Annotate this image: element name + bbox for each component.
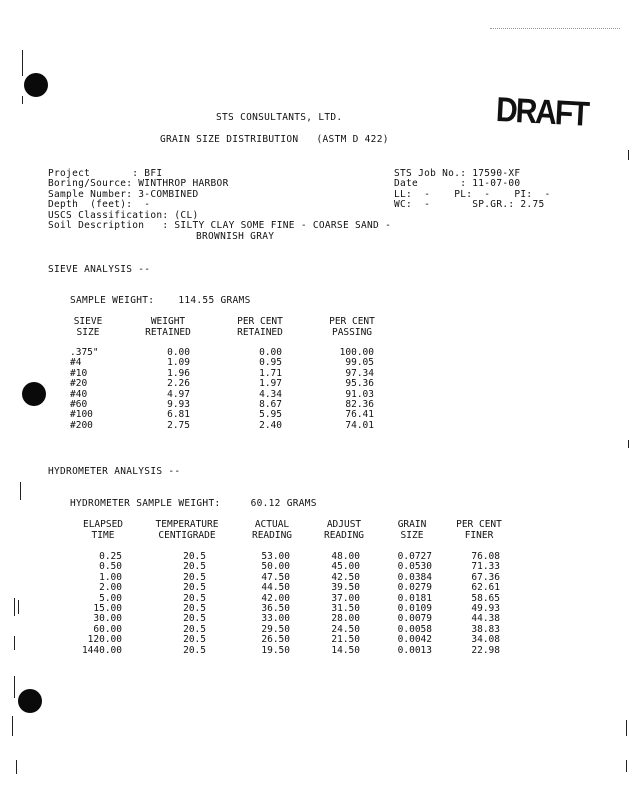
table-cell: 2.40 [259, 419, 282, 431]
table-cell: 44.50 [261, 582, 290, 594]
table-cell: 58.65 [471, 592, 500, 604]
scan-margin-mark [14, 598, 15, 616]
table-cell: 31.50 [331, 602, 360, 614]
table-cell: 19.50 [261, 644, 290, 656]
table-cell: 42.00 [261, 592, 290, 604]
table-cell: 20.5 [183, 602, 206, 614]
sieve-pct-passing-column [318, 348, 374, 431]
table-cell: 5.00 [99, 592, 122, 604]
report-title: GRAIN SIZE DISTRIBUTION (ASTM D 422) [160, 134, 389, 145]
hydro-header-temperature [144, 519, 230, 541]
sieve-sample-weight: SAMPLE WEIGHT: 114.55 GRAMS [70, 295, 251, 306]
soil-description-continued: BROWNISH GRAY [196, 231, 275, 242]
sieve-section-title: SIEVE ANALYSIS -- [48, 264, 151, 275]
scan-margin-mark [628, 150, 629, 160]
table-cell: 28.00 [331, 613, 360, 625]
sample-number-line: Sample Number: 3-COMBINED [48, 189, 199, 200]
table-cell: 120.00 [87, 634, 122, 646]
job-number-line: STS Job No.: 17590-XF [394, 168, 521, 179]
table-cell: 71.33 [471, 561, 500, 573]
sieve-pct-retained-column [230, 348, 282, 431]
table-cell: 9.93 [167, 398, 190, 410]
project-line: Project : BFI [48, 168, 163, 179]
table-cell: 1.97 [259, 378, 282, 390]
soil-description-line: Soil Description : SILTY CLAY SOME FINE - COARSE SAND - [48, 220, 392, 231]
boring-source-line: Boring/Source: WINTHROP HARBOR [48, 178, 229, 189]
header-line: ADJUST [326, 519, 362, 530]
table-cell: 33.00 [261, 613, 290, 625]
table-cell: 20.5 [183, 592, 206, 604]
scan-margin-mark [20, 482, 21, 500]
draft-stamp: DRAFT [495, 91, 589, 134]
scan-margin-mark [626, 760, 627, 772]
sieve-weight-column [140, 348, 190, 431]
table-cell: 34.08 [471, 634, 500, 646]
header-line: GRAIN [397, 519, 427, 530]
table-cell: 2.75 [167, 419, 190, 431]
table-cell: 0.0109 [397, 602, 432, 614]
table-cell: 1.71 [259, 367, 282, 379]
table-cell: 42.50 [331, 571, 360, 583]
hydrometer-section-title: HYDROMETER ANALYSIS -- [48, 466, 181, 477]
punch-hole-bottom [18, 689, 42, 713]
date-line: Date : 11-07-00 [394, 178, 521, 189]
table-cell: .375" [70, 347, 99, 358]
table-cell: 1.09 [167, 357, 190, 369]
header-line: TEMPERATURE [155, 519, 219, 530]
table-cell: 45.00 [331, 561, 360, 573]
table-cell: 36.50 [261, 602, 290, 614]
scan-margin-mark [22, 50, 23, 76]
header-line: SIEVE [73, 316, 103, 327]
table-cell: 0.0042 [397, 634, 432, 646]
table-cell: 15.00 [93, 602, 122, 614]
table-cell: 24.50 [331, 623, 360, 635]
table-cell: 49.93 [471, 602, 500, 614]
header-line: RETAINED [237, 327, 283, 338]
sieve-header-pct-retained [226, 316, 294, 338]
table-cell: 97.34 [345, 367, 374, 379]
table-cell: 0.0058 [397, 623, 432, 635]
table-cell: 1.00 [99, 571, 122, 583]
table-cell: 14.50 [331, 644, 360, 656]
table-cell: #10 [70, 367, 88, 379]
table-cell: 1440.00 [81, 644, 122, 656]
table-cell: 20.5 [183, 571, 206, 583]
header-line: RETAINED [145, 327, 191, 338]
scan-margin-mark [22, 96, 23, 104]
table-cell: 30.00 [93, 613, 122, 625]
header-line: PER CENT [329, 316, 375, 327]
table-cell: 0.0384 [397, 571, 432, 583]
table-cell: 48.00 [331, 551, 360, 562]
hydro-actual-column [244, 552, 290, 656]
punch-hole-top [24, 73, 48, 97]
sieve-size-column [70, 348, 110, 431]
table-cell: 21.50 [331, 634, 360, 646]
scan-margin-mark [18, 600, 19, 614]
table-cell: 5.95 [259, 409, 282, 421]
hydro-header-actual [240, 519, 304, 541]
table-cell: 82.36 [345, 398, 374, 410]
table-cell: #100 [70, 409, 93, 421]
table-cell: 20.5 [183, 644, 206, 656]
table-cell: 74.01 [345, 419, 374, 431]
table-cell: 95.36 [345, 378, 374, 390]
punch-hole-middle [22, 382, 46, 406]
table-cell: 91.03 [345, 388, 374, 400]
table-cell: 2.26 [167, 378, 190, 390]
header-line: ACTUAL [254, 519, 290, 530]
header-line: TIME [91, 530, 115, 541]
hydro-finer-column [456, 552, 500, 656]
scan-margin-mark [14, 676, 15, 698]
table-cell: 0.95 [259, 357, 282, 369]
atterberg-limits-line: LL: - PL: - PI: - [394, 189, 551, 200]
header-line: SIZE [400, 530, 424, 541]
table-cell: 0.0181 [397, 592, 432, 604]
table-cell: #200 [70, 419, 93, 431]
table-cell: 1.96 [167, 367, 190, 379]
table-cell: 50.00 [261, 561, 290, 573]
table-cell: 20.5 [183, 623, 206, 635]
company-name: STS CONSULTANTS, LTD. [216, 112, 343, 123]
header-line: READING [251, 530, 293, 541]
header-line: ELAPSED [82, 519, 124, 530]
hydro-header-adjust [312, 519, 376, 541]
table-cell: 20.5 [183, 634, 206, 646]
header-line: CENTIGRADE [158, 530, 216, 541]
table-cell: 0.0530 [397, 561, 432, 573]
header-line: READING [323, 530, 365, 541]
sieve-header-weight [136, 316, 200, 338]
header-line: SIZE [76, 327, 100, 338]
table-cell: 44.38 [471, 613, 500, 625]
table-cell: #4 [70, 357, 82, 369]
hydro-header-time [70, 519, 136, 541]
scan-margin-mark [628, 440, 629, 448]
header-line: FINER [464, 530, 494, 541]
table-cell: 37.00 [331, 592, 360, 604]
table-cell: 0.00 [167, 347, 190, 358]
table-cell: 76.41 [345, 409, 374, 421]
hydrometer-sample-weight: HYDROMETER SAMPLE WEIGHT: 60.12 GRAMS [70, 498, 317, 509]
hydro-adjust-column [314, 552, 360, 656]
scan-dotted-line [490, 28, 620, 29]
table-cell: 20.5 [183, 561, 206, 573]
hydro-header-grain [384, 519, 440, 541]
table-cell: 99.05 [345, 357, 374, 369]
table-cell: 0.0727 [397, 551, 432, 562]
table-cell: 20.5 [183, 582, 206, 594]
scan-margin-mark [626, 720, 627, 736]
table-cell: 2.00 [99, 582, 122, 594]
table-cell: #20 [70, 378, 88, 390]
table-cell: 38.83 [471, 623, 500, 635]
uscs-classification-line: USCS Classification: (CL) [48, 210, 199, 221]
hydro-grain-column [386, 552, 432, 656]
table-cell: 60.00 [93, 623, 122, 635]
table-cell: 47.50 [261, 571, 290, 583]
table-cell: 22.98 [471, 644, 500, 656]
table-cell: 0.50 [99, 561, 122, 573]
water-content-line: WC: - SP.GR.: 2.75 [394, 199, 545, 210]
depth-line: Depth (feet): - [48, 199, 151, 210]
table-cell: 76.08 [471, 551, 500, 562]
table-cell: 0.0013 [397, 644, 432, 656]
sieve-header-pct-passing [318, 316, 386, 338]
table-cell: 0.0079 [397, 613, 432, 625]
table-cell: 4.34 [259, 388, 282, 400]
table-cell: #40 [70, 388, 88, 400]
table-cell: #60 [70, 398, 88, 410]
table-cell: 0.25 [99, 551, 122, 562]
table-cell: 8.67 [259, 398, 282, 410]
table-cell: 4.97 [167, 388, 190, 400]
table-cell: 0.0279 [397, 582, 432, 594]
table-cell: 29.50 [261, 623, 290, 635]
header-line: WEIGHT [150, 316, 186, 327]
table-cell: 53.00 [261, 551, 290, 562]
table-cell: 6.81 [167, 409, 190, 421]
table-cell: 100.00 [339, 347, 374, 358]
header-line: PASSING [331, 327, 373, 338]
table-cell: 20.5 [183, 551, 206, 562]
table-cell: 0.00 [259, 347, 282, 358]
table-cell: 39.50 [331, 582, 360, 594]
hydro-header-finer [446, 519, 512, 541]
hydro-temp-column [168, 552, 206, 656]
table-cell: 67.36 [471, 571, 500, 583]
header-line: PER CENT [237, 316, 283, 327]
sieve-header-size [58, 316, 118, 338]
table-cell: 20.5 [183, 613, 206, 625]
table-cell: 26.50 [261, 634, 290, 646]
scan-margin-mark [14, 636, 15, 650]
scan-margin-mark [16, 760, 17, 774]
scan-margin-mark [12, 716, 13, 736]
header-line: PER CENT [456, 519, 502, 530]
hydro-time-column [70, 552, 122, 656]
table-cell: 62.61 [471, 582, 500, 594]
